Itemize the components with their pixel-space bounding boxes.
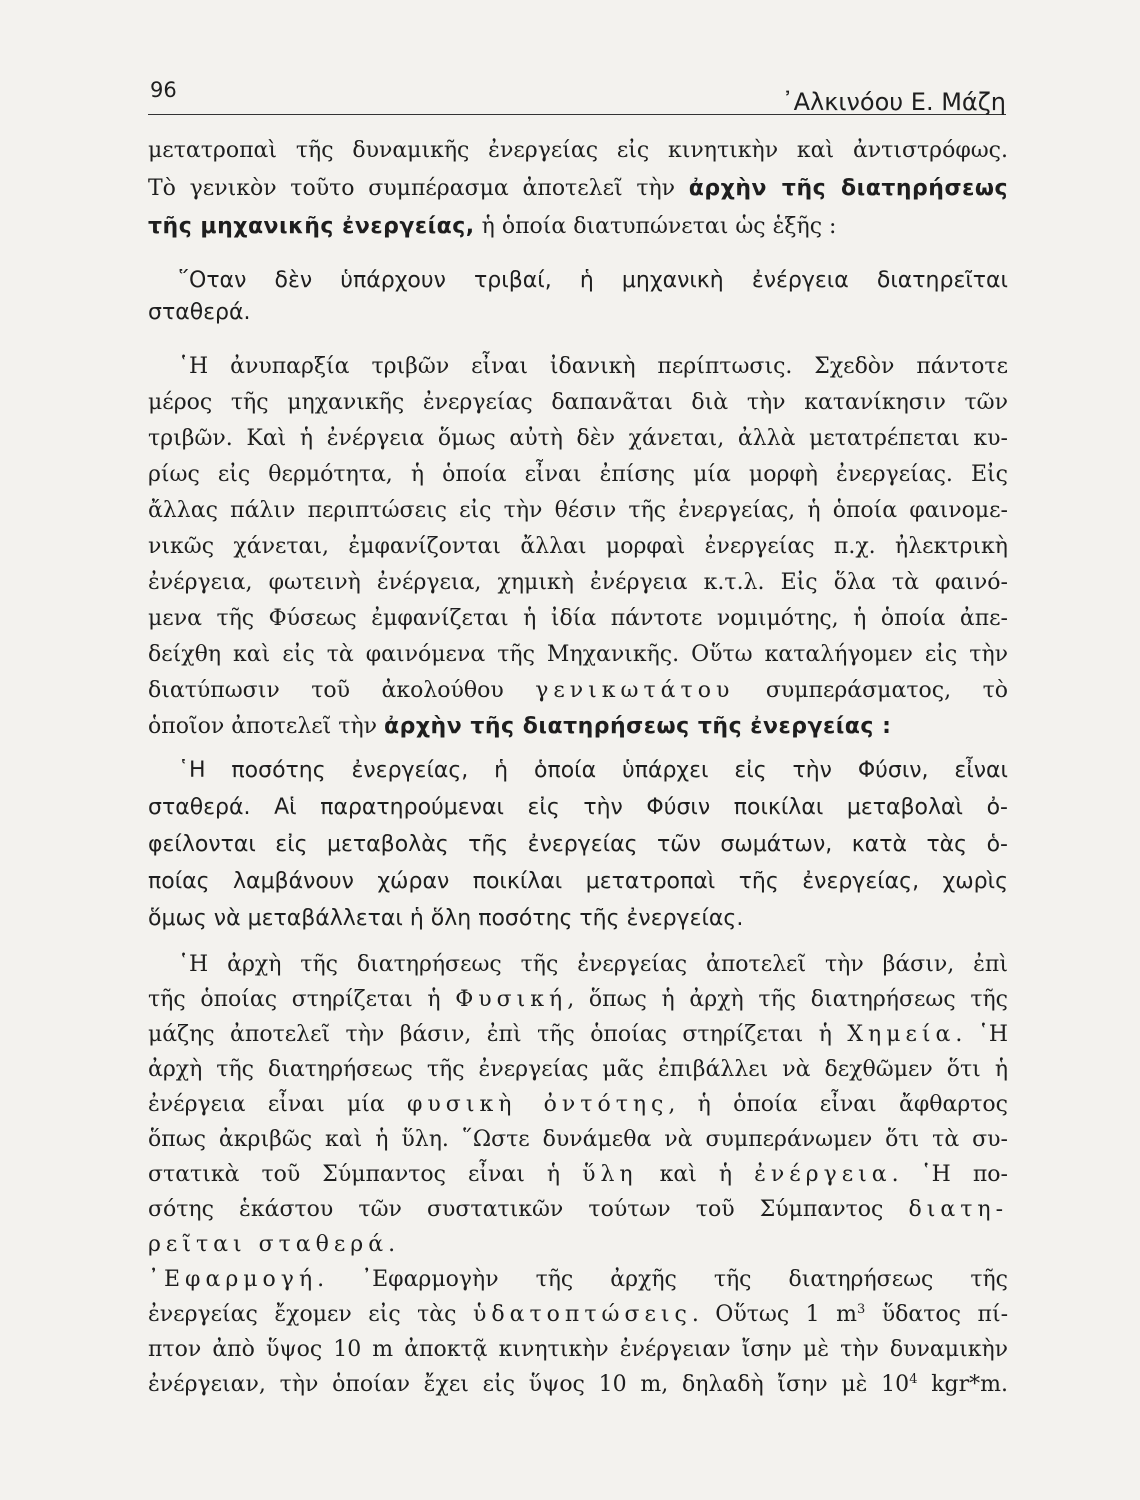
emphasis-spaced: ἐνέργεια [754,1162,892,1187]
text-line: τῆς ὁποίας στηρίζεται ἡ Φυσική, ὅπως ἡ ἀρχὴ τῆς διατηρήσεως τῆς [148,987,1008,1012]
text-line: ὅπως ἀκριβῶς καὶ ἡ ὕλη. ῞Ωστε δυνάμεθα νὰ συμπεράνωμεν ὅτι τὰ συ- [148,1127,1008,1152]
emphasis-spaced: γενικωτάτου [535,678,735,703]
text-line: δείχθη καὶ εἰς τὰ φαινόμενα τῆς Μηχανικῆς. Οὕτω καταλήγομεν εἰς τὴν [148,642,1008,667]
law-statement-line: σταθερά. [148,300,251,325]
text-line: Τὸ γενικὸν τοῦτο συμπέρασμα ἀποτελεῖ τὴν ἀρχὴν τῆς διατηρήσεως [148,176,1009,201]
text-line: στατικὰ τοῦ Σύμπαντος εἶναι ἡ ὕλη καὶ ἡ ἐνέργεια. ῾Η πο- [148,1162,1008,1187]
text-line: πτον ἀπὸ ὕψος 10 m ἀποκτᾷ κινητικὴν ἐνέργειαν ἴσην μὲ τὴν δυναμικὴν [148,1337,1008,1362]
emphasis-spaced: ρεῖται σταθερά [148,1232,389,1257]
emphasis-spaced: Φυσική [455,987,568,1012]
text-line: ἐνέργεια εἶναι μία φυσικὴ ὀντότης, ἡ ὁποία εἶναι ἄφθαρτος [148,1092,1008,1117]
text-line: σότης ἑκάστου τῶν συστατικῶν τούτων τοῦ Σύμπαντος διατη- [148,1197,1008,1222]
law-statement-line: ῾Η ποσότης ἐνεργείας, ἡ ὁποία ὑπάρχει εἰς τὴν Φύσιν, εἶναι [178,758,1008,783]
superscript: 4 [909,1372,918,1387]
text-line: τριβῶν. Καὶ ἡ ἐνέργεια ὅμως αὐτὴ δὲν χάνεται, ἀλλὰ μετατρέπεται κυ- [148,426,1008,451]
text-line: ἄλλας πάλιν περιπτώσεις εἰς τὴν θέσιν τῆς ἐνεργείας, ἡ ὁποία φαινομε- [148,498,1008,523]
text-line: ᾿Εφαρμογή. ᾿Εφαρμογὴν τῆς ἀρχῆς τῆς διατηρήσεως τῆς [148,1267,1008,1292]
page-header [148,74,1006,115]
emphasis-bold: τῆς μηχανικῆς ἐνεργείας, [148,214,475,239]
law-statement-line: ποίας λαμβάνουν χώραν ποικίλαι μετατροπαὶ τῆς ἐνεργείας, χωρὶς [148,869,1008,894]
emphasis-bold: ἀρχὴν τῆς διατηρήσεως [688,176,1009,201]
law-statement-line: φείλονται εἰς μεταβολὰς τῆς ἐνεργείας τῶν σωμάτων, κατὰ τὰς ὁ- [148,832,1008,857]
text-line: μετατροπαὶ τῆς δυναμικῆς ἐνεργείας εἰς κινητικὴν καὶ ἀντιστρόφως. [148,138,1008,163]
text-line: τῆς μηχανικῆς ἐνεργείας, ἡ ὁποία διατυπώνεται ὡς ἑξῆς : [148,214,837,239]
text-line: μάζης ἀποτελεῖ τὴν βάσιν, ἐπὶ τῆς ὁποίας στηρίζεται ἡ Χημεία. ῾Η [148,1022,1009,1047]
text-line: μενα τῆς Φύσεως ἐμφανίζεται ἡ ἰδία πάντοτε νομιμότης, ἡ ὁποία ἀπε- [148,606,1008,631]
text-line: ρεῖται σταθερά. [148,1232,396,1257]
emphasis-spaced: ὕλη [582,1162,638,1187]
emphasis-spaced: φυσικὴ ὀντότης [407,1092,669,1117]
text-line: διατύπωσιν τοῦ ἀκολούθου γενικωτάτου συμπεράσματος, τὸ [148,678,1008,703]
text-line: ὁποῖον ἀποτελεῖ τὴν ἀρχὴν τῆς διατηρήσεως τῆς ἐνεργείας : [148,714,892,739]
text-line: ῾Η ἀρχὴ τῆς διατηρήσεως τῆς ἐνεργείας ἀποτελεῖ τὴν βάσιν, ἐπὶ [178,952,1008,977]
text-line: μέρος τῆς μηχανικῆς ἐνεργείας δαπανᾶται διὰ τὴν κατανίκησιν τῶν [148,390,1008,415]
running-head: ᾿Αλκινόου Ε. Μάζη [781,88,1006,116]
text-line: ρίως εἰς θερμότητα, ἡ ὁποία εἶναι ἐπίσης μία μορφὴ ἐνεργείας. Εἰς [148,462,1008,487]
text-line: ἐνέργειαν, τὴν ὁποίαν ἔχει εἰς ὕψος 10 m, δηλαδὴ ἴσην μὲ $10^4$ kgr*m. [148,1372,1009,1397]
text-line: ἀρχὴ τῆς διατηρήσεως τῆς ἐνεργείας μᾶς ἐπιβάλλει νὰ δεχθῶμεν ὅτι ἡ [148,1057,1008,1082]
emphasis-spaced: διατη- [908,1197,1008,1222]
law-statement-line: ῞Οταν δὲν ὑπάρχουν τριβαί, ἡ μηχανικὴ ἐνέργεια διατηρεῖται [178,268,1008,293]
superscript: 3 [857,1302,866,1317]
emphasis-spaced: Χημεία [847,1022,956,1047]
text-line: ἐνεργείας ἔχομεν εἰς τὰς ὑδατοπτώσεις. Οὕτως 1 $m^3$ ὕδατος πί- [148,1302,1008,1327]
law-statement-line: σταθερά. Αἱ παρατηρούμεναι εἰς τὴν Φύσιν ποικίλαι μεταβολαὶ ὀ- [148,795,1008,820]
text-line: ῾Η ἀνυπαρξία τριβῶν εἶναι ἰδανικὴ περίπτωσις. Σχεδὸν πάντοτε [178,354,1008,379]
law-statement-line: ὅμως νὰ μεταβάλλεται ἡ ὅλη ποσότης τῆς ἐνεργείας. [148,906,744,931]
text-line: ἐνέργεια, φωτεινὴ ἐνέργεια, χημικὴ ἐνέργεια κ.τ.λ. Εἰς ὅλα τὰ φαινό- [148,570,1008,595]
emphasis-spaced: ὑδατοπτώσεις [472,1302,692,1327]
text-line: νικῶς χάνεται, ἐμφανίζονται ἄλλαι μορφαὶ ἐνεργείας π.χ. ἠλεκτρικὴ [148,534,1008,559]
emphasis-spaced: ᾿Εφαρμογή [148,1267,318,1292]
emphasis-bold: ἀρχὴν τῆς διατηρήσεως τῆς ἐνεργείας : [384,714,892,739]
page-number: 96 [150,78,177,102]
